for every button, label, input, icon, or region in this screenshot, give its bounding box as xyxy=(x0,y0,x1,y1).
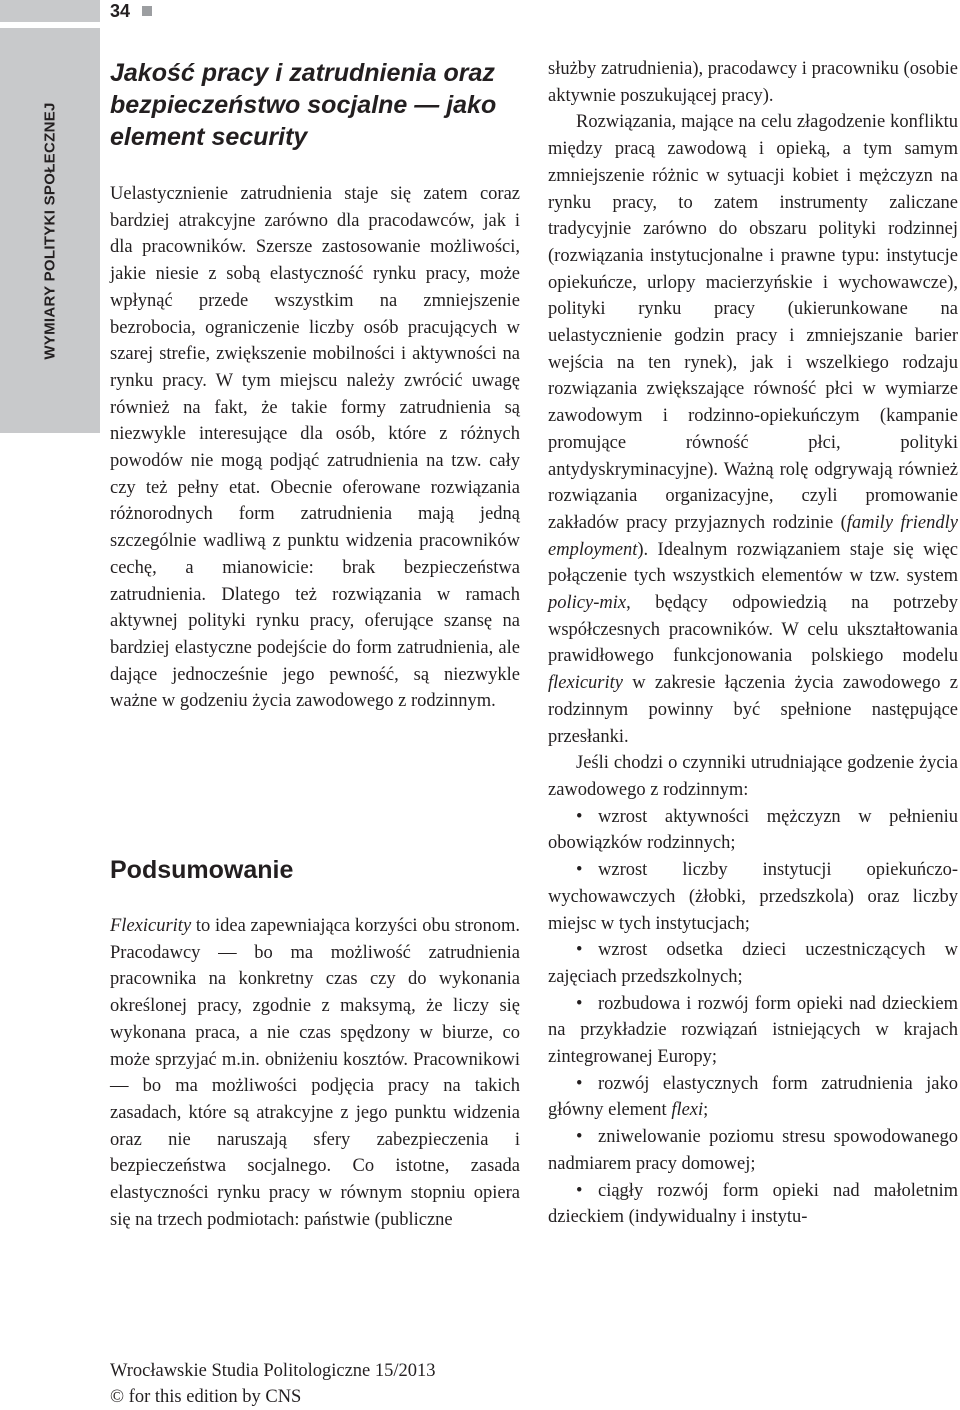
subheading: Podsumowanie xyxy=(110,856,294,884)
section-title-text: Jakość pracy i zatrudnienia oraz bezpieczeństwo socjalne — jako element xyxy=(110,59,497,151)
list-item-end: ; xyxy=(703,1100,709,1121)
list-item-text: rozwój elastycznych form zatrudnienia jako główny element xyxy=(548,1073,958,1121)
bullet-icon: • xyxy=(576,1127,583,1148)
list-item xyxy=(548,1071,958,1124)
list-item xyxy=(548,937,958,990)
right-column xyxy=(548,56,958,1231)
list-item-text: zniwelowanie poziomu stresu spowodowanego nadmiarem pracy domowej; xyxy=(548,1127,958,1174)
list-item xyxy=(548,1124,958,1177)
list-item xyxy=(548,1178,958,1231)
flexicurity-term: Flexicurity xyxy=(110,916,192,936)
para-a-italic-3: flexicurity xyxy=(548,673,623,694)
footer xyxy=(110,1358,610,1410)
para-a-text-4: w zakresie łączenia życia zawodowego z rodzinnym powinny być spełnione następujące przesłanki. xyxy=(548,673,958,747)
list-item-text: ciągły rozwój form opieki nad małoletnim dzieckiem (indywidualny i instytu- xyxy=(548,1180,958,1228)
section-title-italic: security xyxy=(211,123,308,151)
right-continuation: służby zatrudnienia), pracodawcy i pracowniku (osobie aktywnie poszukującej pracy). xyxy=(548,59,958,106)
para-a-italic-2: policy-mix xyxy=(548,593,627,614)
list-item xyxy=(548,991,958,1071)
right-paragraph-b: Jeśli chodzi o czynniki utrudniające godzenie życia zawodowego z rodzinnym: xyxy=(548,753,958,800)
footer-journal: Wrocławskie Studia Politologiczne 15/2013 xyxy=(110,1361,436,1381)
flexi-term: flexi xyxy=(671,1100,704,1121)
left-paragraph-2-text: to idea zapewniająca korzyści obu stronom. Pracodawcy — bo ma możliwość zatrudnienia pracownika na konkretny czas czy do wykonania określonej pracy, zgodnie z maksymą, że liczy się wykonana praca, a nie czas spędzony w biurze, co może sprzyjać m.in. obniżeniu kosztów. Pracownikowi — bo ma możliwości podjęcia pracy na takich zasadach, które są atrakcyjne z jego punktu widzenia oraz nie naruszają sfery zabezpieczenia i bezpieczeństwa socjalnego. Co istotne, zasada elastyczności rynku pracy w równym stopniu opiera się na trzech podmiotach: państwie (publiczne xyxy=(110,916,520,1230)
bullet-icon: • xyxy=(576,1073,583,1094)
left-paragraph-2 xyxy=(110,913,520,1233)
list-item xyxy=(548,804,958,857)
bullet-list xyxy=(548,804,958,1231)
para-a-text-2: ). Idealnym rozwiązaniem staje się więc połączenie tych wszystkich elementów w tzw. system xyxy=(548,539,958,587)
bullet-icon: • xyxy=(576,1180,583,1201)
running-head-sidebar xyxy=(0,28,100,433)
para-a-text-1: Rozwiązania, mające na celu złagodzenie konfliktu między pracą zawodową i opieką, a tym samym zmniejszenie różnic w sytuacji kobiet i mężczyzn na rynku pracy, to zatem instrumenty zaliczane tradycyjnie zarówno do obszaru polityki rodzinnej (rozwiązania instytucjonalne i prawne typu: instytucje opiekuńcze, urlopy macierzyńskie i wychowawcze), polityki rynku pracy (ukierunkowane na uelastycznienie godzin pracy i zmniejszanie barier wejścia na ten rynek), jak i wszelkiego rodzaju rozwiązania zwiększające równość płci w wymiarze zawodowym i rodzinno-opiekuńczym (kampanie promujące równość płci, polityki antydyskryminacyjne). Ważną rolę odgrywają również rozwiązania organizacyjne, czyli promowanie zakładów pracy przyjaznych rodzinie ( xyxy=(548,112,958,533)
list-item-text: wzrost odsetka dzieci uczestniczących w zajęciach przedszkolnych; xyxy=(548,940,958,987)
list-item xyxy=(548,857,958,937)
square-marker-icon xyxy=(142,6,152,16)
para-a-italic-1: family friendly employment xyxy=(548,512,958,560)
page-number: 34 xyxy=(110,1,131,21)
bullet-icon: • xyxy=(576,806,583,827)
bullet-icon: • xyxy=(576,940,583,961)
top-bar xyxy=(0,0,960,22)
footer-copyright: © for this edition by CNS xyxy=(110,1387,302,1407)
bullet-icon: • xyxy=(576,993,583,1014)
bullet-icon: • xyxy=(576,860,583,881)
list-item-text: wzrost aktywności mężczyzn w pełnieniu obowiązków rodzinnych; xyxy=(548,806,958,854)
list-item-text: wzrost liczby instytucji opiekuńczo-wychowawczych (żłobki, przedszkola) oraz liczby miejsc w tych instytucjach; xyxy=(548,860,958,934)
right-paragraph-a xyxy=(548,109,958,750)
list-item-text: rozbudowa i rozwój form opieki nad dzieckiem na przykładzie rozwiązań istniejących w krajach zintegrowanej Europy; xyxy=(548,993,958,1068)
running-head: WYMIARY POLITYKI SPOŁECZNEJ xyxy=(41,101,59,360)
top-bar-block xyxy=(0,0,100,22)
left-paragraph-1: Uelastycznienie zatrudnienia staje się zatem coraz bardziej atrakcyjne zarówno dla pracodawców, jak i dla pracowników. Szersze zastosowanie możliwości, jakie niesie z sobą elastyczność rynku pracy, może wpłynąć przede wszystkim na zmniejszenie bezrobocia, ograniczenie liczby osób pracujących w szarej strefie, zwiększenie mobilności i aktywności na rynku pracy. W tym miejscu należy zwrócić uwagę również na fakt, że takie formy zatrudnienia są niezwykle interesujące dla osób, które z różnych powodów nie mogą podjąć zatrudnienia na tzw. cały czy też pełny etat. Obecnie oferowane rozwiązania różnorodnych form zatrudnienia mają jedną szczególnie wadliwą z punktu widzenia pracowników cechę, a mianowicie: brak bezpieczeństwa zatrudnienia. Dlatego też rozwiązania w ramach aktywnej polityki rynku pracy, oferujące szansę na bardziej elastyczne podejście do form zatrudnienia, ale dające jednocześnie jego pewność, są niezwykle ważne w godzeniu życia zawodowego z rodzinnym. xyxy=(110,184,520,712)
para-a-text-3: , będący odpowiedzią na potrzeby współczesnych pracowników. W celu ukształtowania prawidłowego funkcjonowania polskiego modelu xyxy=(548,593,958,667)
section-title xyxy=(110,57,520,153)
